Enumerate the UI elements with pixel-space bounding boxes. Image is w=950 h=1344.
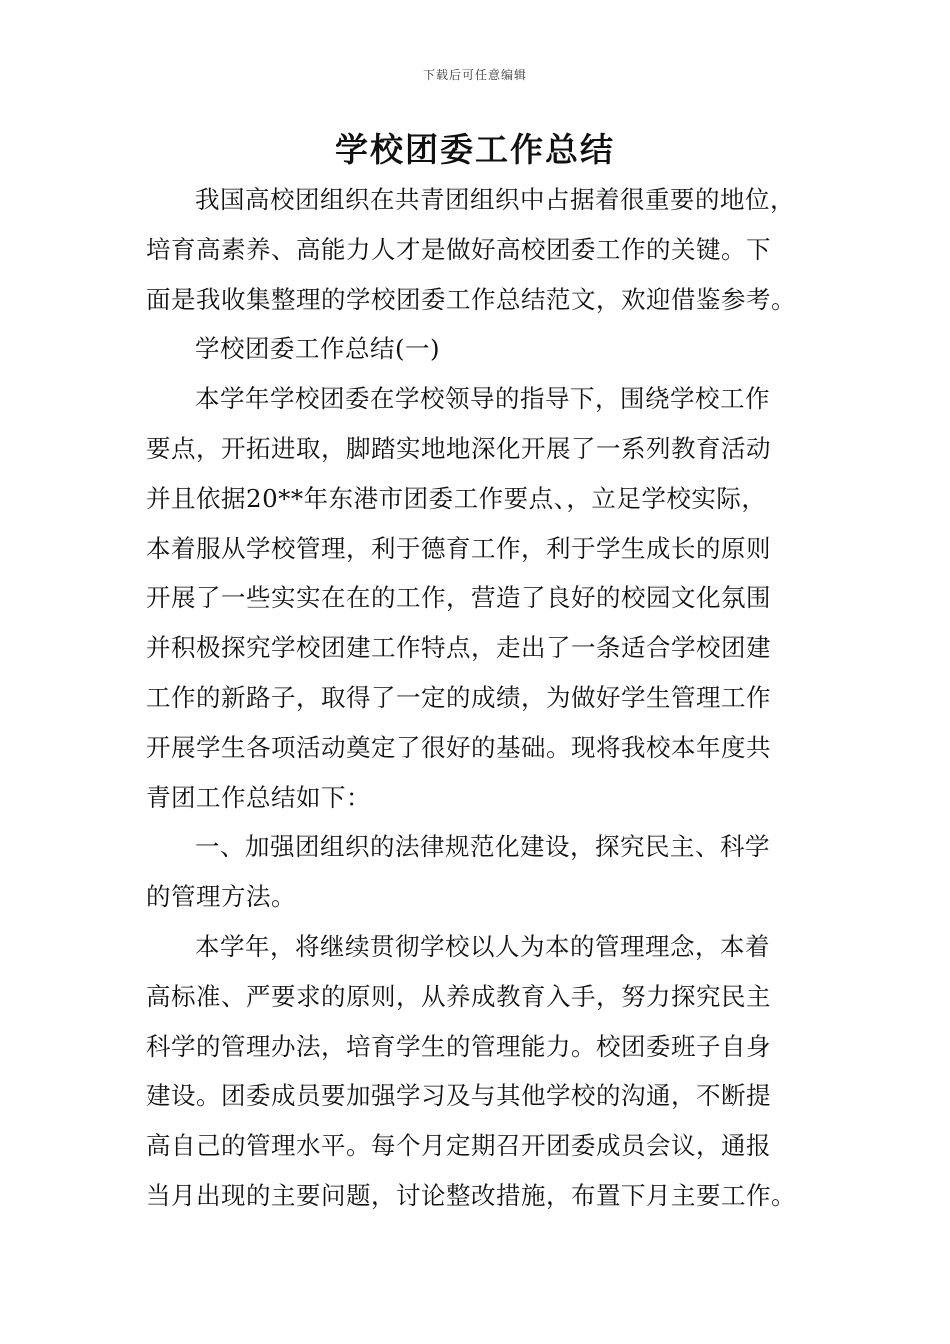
header-note: 下载后可任意编辑: [422, 68, 527, 82]
paragraph-intro: 我国高校团组织在共青团组织中占据着很重要的地位， 培育高素养、高能力人才是做好高校团委工作的关键。下 面是我收集整理的学校团委工作总结范文，欢迎借鉴参考。: [146, 185, 796, 314]
section-heading: 学校团委工作总结(一): [195, 334, 441, 364]
paragraph-management: 本学年，将继续贯彻学校以人为本的管理理念，本着 高标准、严要求的原则，从养成教育入手，努力探究民主 科学的管理办法，培育学生的管理能力。校团委班子自身 建设。团委成员要加强学习及与其他学校的沟通，不断提 高自己的管理水平。每个月定期召开团委成员会议，通报 当月出现的主要问题，讨论整改措施，布置下月主要工作。: [146, 931, 796, 1210]
subsection-heading: 一、加强团组织的法律规范化建设，探究民主、科学 的管理方法。: [146, 832, 770, 912]
paragraph-summary: 本学年学校团委在学校领导的指导下，围绕学校工作 要点，开拓进取，脚踏实地地深化开展了一系列教育活动 并且依据20**年东港市团委工作要点、，立足学校实际， 本着服从学校管理，利于德育工作，利于学生成长的原则 开展了一些实实在在的工作，营造了良好的校园文化氛围 并积极探究学校团建工作特点，走出了一条适合学校团建 工作的新路子，取得了一定的成绩，为做好学生管理工作 开展学生各项活动奠定了很好的基础。现将我校本年度共 青团工作总结如下：: [146, 384, 771, 812]
document-title: 学校团委工作总结: [335, 130, 615, 169]
document-body: [146, 175, 806, 1221]
